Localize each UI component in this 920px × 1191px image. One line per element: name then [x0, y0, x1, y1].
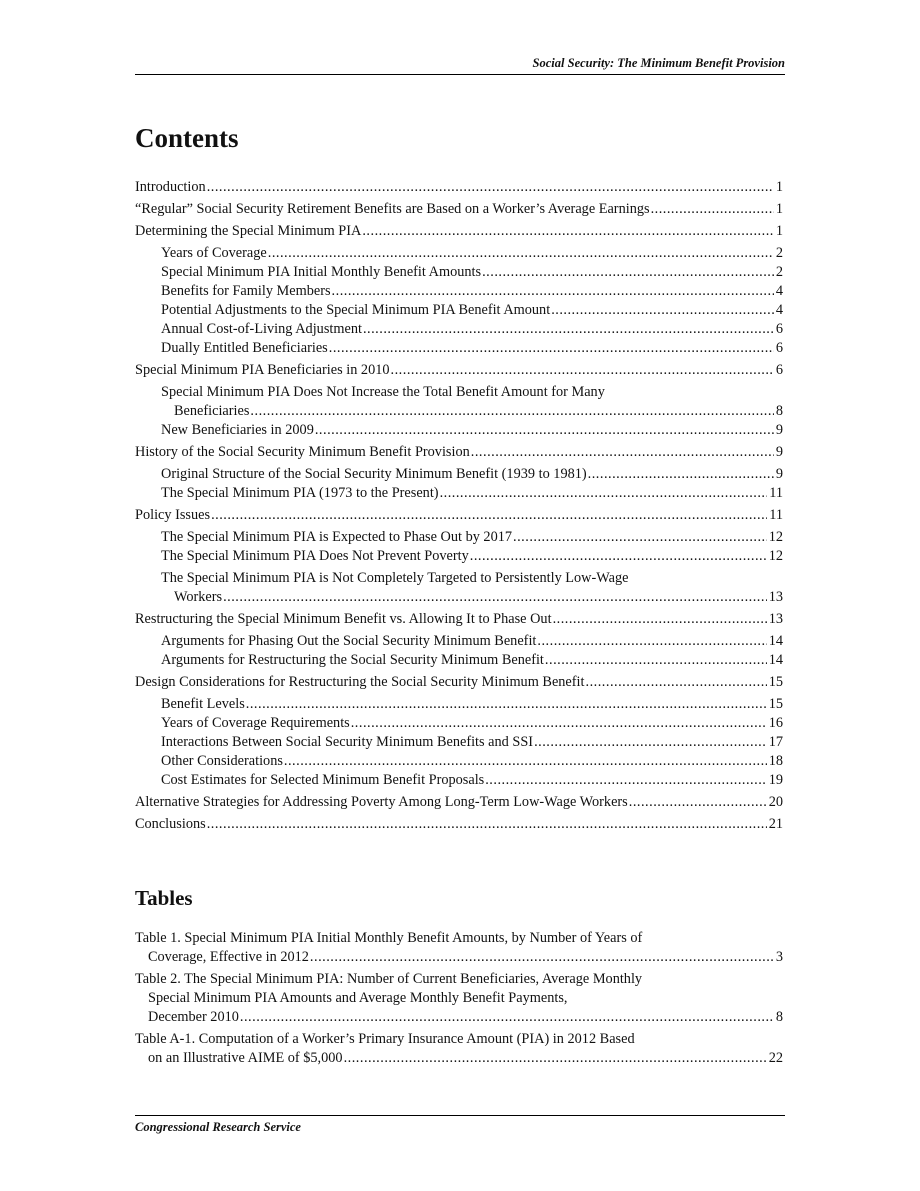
leader-dots — [513, 528, 767, 547]
toc-page-number: 6 — [775, 340, 783, 356]
leader-dots — [250, 402, 773, 421]
leader-dots — [553, 610, 767, 629]
toc-entry-regular-benefits[interactable] — [135, 200, 783, 219]
leader-dots — [344, 1049, 767, 1068]
toc-page-number: 1 — [775, 201, 783, 217]
toc-page-number: 9 — [775, 466, 783, 482]
toc-entry-title: History of the Social Security Minimum Benefit Provision — [135, 444, 470, 460]
toc-entry-other-considerations[interactable] — [135, 752, 783, 771]
toc-page-number: 18 — [768, 753, 783, 769]
toc-entry-potential-adjustments[interactable] — [135, 301, 783, 320]
toc-page-number: 4 — [775, 283, 783, 299]
toc-entry-family-members[interactable] — [135, 282, 783, 301]
leader-dots — [629, 793, 767, 812]
toc-entry-title: Introduction — [135, 179, 206, 195]
running-footer: Congressional Research Service — [135, 1115, 785, 1135]
leader-dots — [471, 443, 774, 462]
leader-dots — [211, 506, 767, 525]
toc-entry-title: Original Structure of the Social Security Minimum Benefit (1939 to 1981) — [161, 466, 587, 482]
table-entry-1-line1[interactable]: Table 1. Special Minimum PIA Initial Monthly Benefit Amounts, by Number of Years of — [135, 930, 643, 946]
toc-page-number: 6 — [775, 362, 783, 378]
leader-dots — [551, 301, 774, 320]
toc-entry-title: Special Minimum PIA Initial Monthly Benefit Amounts — [161, 264, 482, 280]
toc-entry-title: Annual Cost-of-Living Adjustment — [161, 321, 362, 337]
toc-entry-not-targeted-line1[interactable]: The Special Minimum PIA is Not Completely Targeted to Persistently Low-Wage — [161, 570, 629, 586]
toc-entry-history[interactable] — [135, 443, 783, 462]
leader-dots — [651, 200, 774, 219]
toc-entry-design-considerations[interactable] — [135, 673, 783, 692]
toc-entry-title: Dually Entitled Beneficiaries — [161, 340, 328, 356]
contents-heading: Contents — [135, 123, 239, 153]
leader-dots — [310, 948, 774, 967]
leader-dots — [391, 361, 774, 380]
toc-page-number: 2 — [775, 245, 783, 261]
table-entry-a1[interactable] — [135, 1049, 783, 1068]
toc-page-number: 1 — [775, 179, 783, 195]
leader-dots — [440, 484, 768, 503]
toc-entry-title: December 2010 — [148, 1009, 239, 1025]
leader-dots — [223, 588, 767, 607]
toc-entry-title: The Special Minimum PIA Does Not Prevent Poverty — [161, 548, 469, 564]
toc-page-number: 11 — [769, 485, 783, 501]
toc-entry-prevent-poverty[interactable] — [135, 547, 783, 566]
toc-entry-title: on an Illustrative AIME of $5,000 — [148, 1050, 343, 1066]
toc-page-number: 12 — [768, 548, 783, 564]
toc-entry-title: Arguments for Phasing Out the Social Security Minimum Benefit — [161, 633, 537, 649]
leader-dots — [545, 651, 767, 670]
toc-entry-title: Other Considerations — [161, 753, 283, 769]
toc-page-number: 11 — [769, 507, 783, 523]
toc-entry-title: Arguments for Restructuring the Social Security Minimum Benefit — [161, 652, 544, 668]
running-header: Social Security: The Minimum Benefit Provision — [135, 56, 785, 75]
leader-dots — [537, 632, 766, 651]
toc-page-number: 9 — [775, 422, 783, 438]
toc-entry-title: “Regular” Social Security Retirement Benefits are Based on a Worker’s Average Earnings — [135, 201, 650, 217]
toc-entry-ssi-interactions[interactable] — [135, 733, 783, 752]
table-entry-2-line2[interactable]: Special Minimum PIA Amounts and Average Monthly Benefit Payments, — [148, 990, 568, 1006]
leader-dots — [329, 339, 774, 358]
toc-page-number: 15 — [768, 696, 783, 712]
toc-page-number: 22 — [768, 1050, 783, 1066]
table-entry-1[interactable] — [135, 948, 783, 967]
toc-entry-title: Restructuring the Special Minimum Benefit vs. Allowing It to Phase Out — [135, 611, 552, 627]
toc-page-number: 12 — [768, 529, 783, 545]
toc-page-number: 15 — [768, 674, 783, 690]
table-entry-a1-line1[interactable]: Table A-1. Computation of a Worker’s Primary Insurance Amount (PIA) in 2012 Based — [135, 1031, 635, 1047]
toc-entry-phase-out-2017[interactable] — [135, 528, 783, 547]
toc-entry-initial-monthly-amounts[interactable] — [135, 263, 783, 282]
tables-list — [135, 929, 783, 1068]
toc-entry-no-increase[interactable] — [135, 402, 783, 421]
toc-entry-no-increase-line1[interactable]: Special Minimum PIA Does Not Increase the Total Benefit Amount for Many — [161, 384, 605, 400]
leader-dots — [363, 320, 774, 339]
toc-entry-policy-issues[interactable] — [135, 506, 783, 525]
toc-entry-title: The Special Minimum PIA is Expected to Phase Out by 2017 — [161, 529, 513, 545]
leader-dots — [485, 771, 766, 790]
toc-entry-introduction[interactable] — [135, 178, 783, 197]
leader-dots — [268, 244, 774, 263]
toc-entry-alternative-strategies[interactable] — [135, 793, 783, 812]
tables-heading: Tables — [135, 886, 193, 910]
toc-entry-title: The Special Minimum PIA (1973 to the Present) — [161, 485, 439, 501]
toc-entry-not-targeted[interactable] — [135, 588, 783, 607]
leader-dots — [207, 815, 767, 834]
toc-page-number: 20 — [768, 794, 783, 810]
toc-page-number: 1 — [775, 223, 783, 239]
toc-entry-years-of-coverage[interactable] — [135, 244, 783, 263]
toc-page-number: 8 — [775, 403, 783, 419]
toc-entry-title: Benefits for Family Members — [161, 283, 331, 299]
leader-dots — [534, 733, 767, 752]
toc-entry-dually-entitled[interactable] — [135, 339, 783, 358]
leader-dots — [586, 673, 767, 692]
toc-entry-cola[interactable] — [135, 320, 783, 339]
toc-page-number: 14 — [768, 633, 783, 649]
toc-entry-title: Cost Estimates for Selected Minimum Benefit Proposals — [161, 772, 485, 788]
toc-entry-coverage-requirements[interactable] — [135, 714, 783, 733]
leader-dots — [240, 1008, 774, 1027]
leader-dots — [207, 178, 774, 197]
toc-entry-determining-pia[interactable] — [135, 222, 783, 241]
toc-entry-original-structure[interactable] — [135, 465, 783, 484]
toc-page-number: 14 — [768, 652, 783, 668]
toc-page-number: 19 — [768, 772, 783, 788]
toc-page-number: 9 — [775, 444, 783, 460]
toc-entry-conclusions[interactable] — [135, 815, 783, 834]
toc-page-number: 3 — [775, 949, 783, 965]
toc-entry-title: Interactions Between Social Security Minimum Benefits and SSI — [161, 734, 534, 750]
leader-dots — [588, 465, 774, 484]
contents-list — [135, 178, 783, 834]
leader-dots — [482, 263, 774, 282]
toc-page-number: 8 — [775, 1009, 783, 1025]
toc-entry-title: Determining the Special Minimum PIA — [135, 223, 362, 239]
toc-entry-title: Special Minimum PIA Beneficiaries in 2010 — [135, 362, 390, 378]
toc-entry-title: Conclusions — [135, 816, 206, 832]
toc-page-number: 17 — [768, 734, 783, 750]
toc-page-number: 6 — [775, 321, 783, 337]
leader-dots — [315, 421, 774, 440]
leader-dots — [362, 222, 774, 241]
toc-entry-title: Beneficiaries — [174, 403, 250, 419]
leader-dots — [246, 695, 767, 714]
leader-dots — [332, 282, 774, 301]
toc-page-number: 2 — [775, 264, 783, 280]
toc-entry-arguments-phasing-out[interactable] — [135, 632, 783, 651]
toc-entry-cost-estimates[interactable] — [135, 771, 783, 790]
toc-entry-special-minimum-1973[interactable] — [135, 484, 783, 503]
toc-entry-benefit-levels[interactable] — [135, 695, 783, 714]
toc-entry-title: Workers — [174, 589, 223, 605]
toc-entry-title: Policy Issues — [135, 507, 211, 523]
toc-page-number: 13 — [768, 611, 783, 627]
toc-page-number: 16 — [768, 715, 783, 731]
toc-entry-title: Potential Adjustments to the Special Minimum PIA Benefit Amount — [161, 302, 551, 318]
toc-entry-title: Design Considerations for Restructuring the Social Security Minimum Benefit — [135, 674, 585, 690]
toc-entry-title: Years of Coverage Requirements — [161, 715, 350, 731]
toc-page-number: 13 — [768, 589, 783, 605]
toc-entry-title: Alternative Strategies for Addressing Poverty Among Long-Term Low-Wage Workers — [135, 794, 628, 810]
toc-entry-restructuring-vs-phase-out[interactable] — [135, 610, 783, 629]
toc-entry-title: New Beneficiaries in 2009 — [161, 422, 314, 438]
leader-dots — [470, 547, 767, 566]
table-entry-2-line1[interactable]: Table 2. The Special Minimum PIA: Number of Current Beneficiaries, Average Monthly — [135, 971, 643, 987]
leader-dots — [284, 752, 767, 771]
table-entry-2[interactable] — [135, 1008, 783, 1027]
toc-page-number: 21 — [768, 816, 783, 832]
toc-page-number: 4 — [775, 302, 783, 318]
toc-entry-new-beneficiaries[interactable] — [135, 421, 783, 440]
toc-entry-beneficiaries-2010[interactable] — [135, 361, 783, 380]
toc-entry-title: Coverage, Effective in 2012 — [148, 949, 309, 965]
toc-entry-title: Years of Coverage — [161, 245, 267, 261]
toc-entry-title: Benefit Levels — [161, 696, 245, 712]
toc-entry-arguments-restructuring[interactable] — [135, 651, 783, 670]
leader-dots — [351, 714, 767, 733]
